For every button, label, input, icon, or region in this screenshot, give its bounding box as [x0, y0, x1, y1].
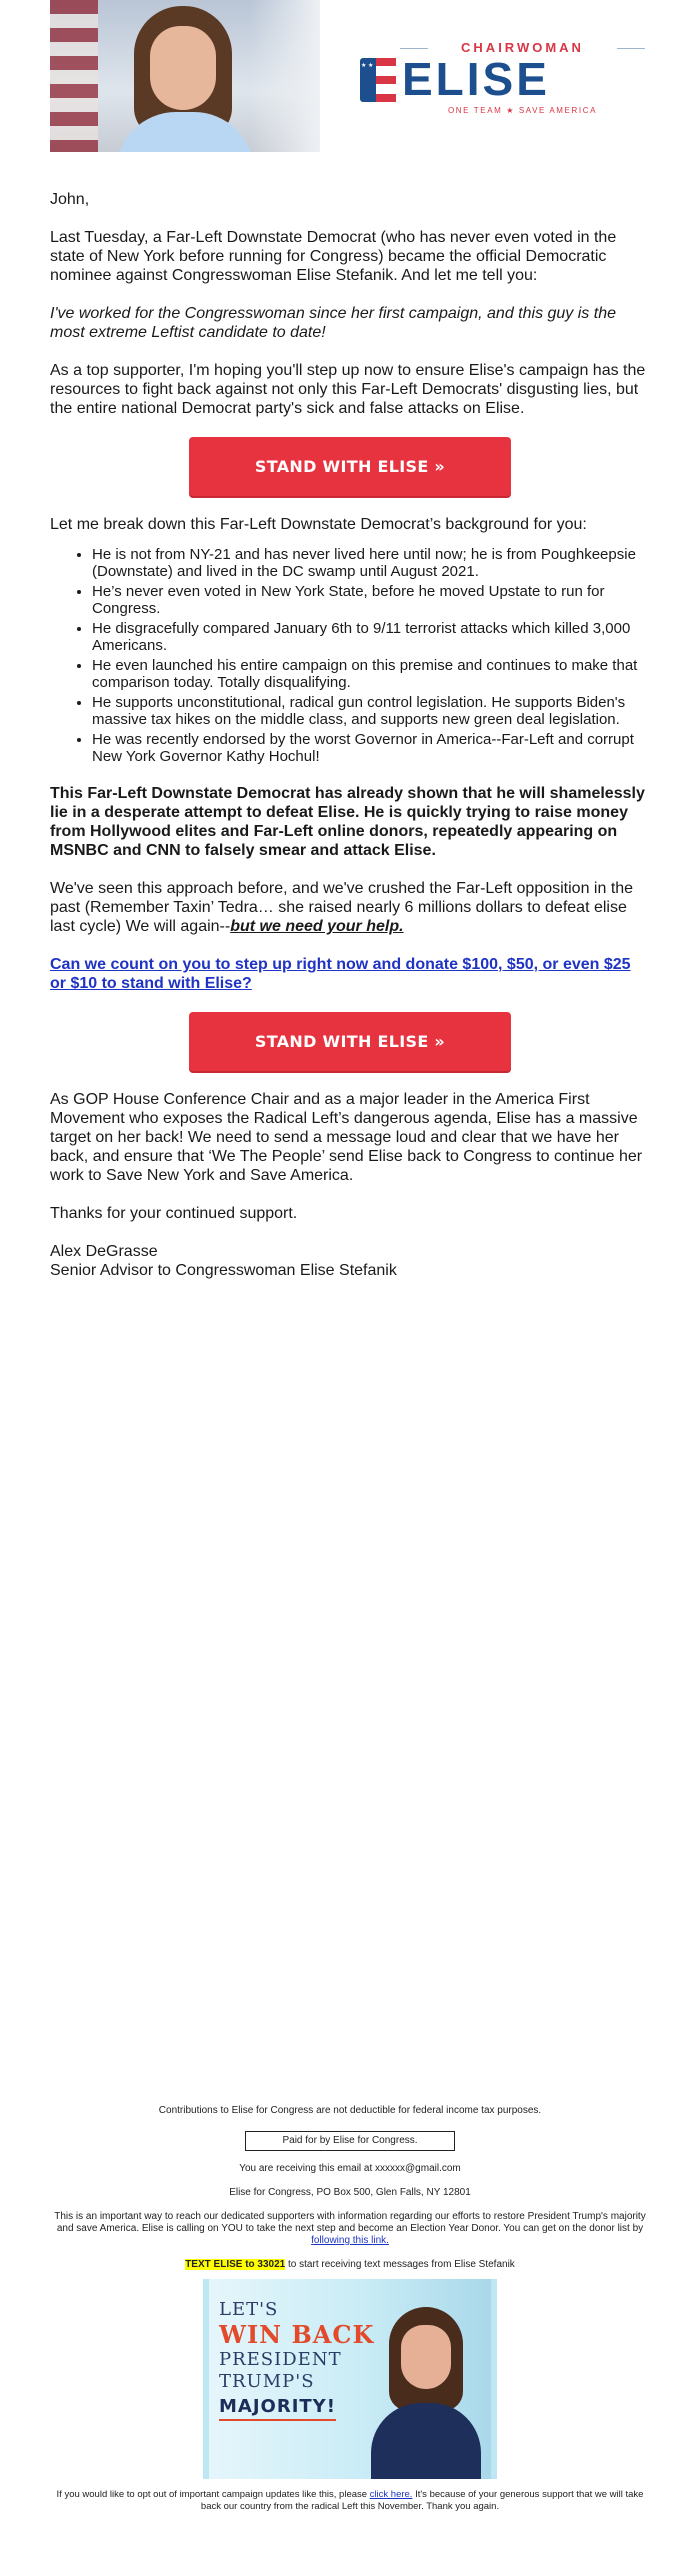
- greeting: John,: [50, 191, 90, 208]
- text-keyword: TEXT ELISE to 33021: [185, 2259, 286, 2270]
- list-item: • He was recently endorsed by the worst Governor in America--Far-Left and corrupt New York Governor Kathy Hochul!: [92, 731, 650, 765]
- banner-line-2: WIN BACK: [219, 2320, 375, 2349]
- receiving-notice: You are receiving this email at xxxxxx@gmail.com: [239, 2163, 461, 2174]
- paragraph-background: Let me break down this Far-Left Downstate Democrat’s background for you:: [50, 516, 587, 533]
- flag-icon: [360, 58, 396, 102]
- paragraph-bold-warning: This Far-Left Downstate Democrat has already shown that he will shamelessly lie in a desperate attempt to defeat Elise. He is quickly trying to raise money from Hollywood elites and Far-Left online donors, repeatedly appearing on MSNBC and CNN to falsely smear and attack Elise.: [50, 785, 645, 859]
- logo-chairwoman-text: CHAIRWOMAN: [461, 40, 584, 55]
- list-item: • He’s never even voted in New York State, before he moved Upstate to run for Congress.: [92, 583, 650, 617]
- deductible-notice: Contributions to Elise for Congress are not deductible for federal income tax purposes.: [158, 2105, 542, 2116]
- banner-portrait: [371, 2307, 481, 2479]
- paragraph-thanks: Thanks for your continued support.: [50, 1205, 298, 1222]
- signature-name: Alex DeGrasse: [50, 1243, 158, 1260]
- paragraph-crushed-opposition: We've seen this approach before, and we've crushed the Far-Left opposition in the past (Remember Taxin’ Tedra… she raised nearly 6 millions dollars to defeat elise last cycle) We will again--but we need your help.: [50, 880, 634, 935]
- banner-line-4: TRUMP'S: [219, 2371, 315, 2392]
- header-photo: [50, 0, 320, 152]
- text-signup: TEXT ELISE to 33021 to start receiving text messages from Elise Stefanik: [185, 2259, 515, 2270]
- paragraph-italic-quote: I've worked for the Congresswoman since her first campaign, and this guy is the most extreme Leftist candidate to date!: [50, 305, 616, 341]
- donate-ask-link[interactable]: Can we count on you to step up right now and donate $100, $50, or even $25 or $10 to stand with Elise?: [50, 956, 631, 992]
- mailing-address: Elise for Congress, PO Box 500, Glen Falls, NY 12801: [229, 2187, 471, 2198]
- paragraph-supporter-ask: As a top supporter, I'm hoping you'll step up now to ensure Elise's campaign has the resources to fight back against not only this Far-Left Democrats' disgusting lies, but the entire national Democrat party's sick and false attacks on Elise.: [50, 362, 646, 417]
- logo-tagline: ONE TEAM ★ SAVE AMERICA: [447, 106, 598, 115]
- stand-with-elise-button-1[interactable]: STAND WITH ELISE »: [189, 437, 511, 496]
- list-item: • He supports unconstitutional, radical gun control legislation. He supports Biden's massive tax hikes on the middle class, and supports new green deal legislation.: [92, 694, 650, 728]
- stand-with-elise-button-2[interactable]: STAND WITH ELISE »: [189, 1012, 511, 1071]
- banner-line-5: MAJORITY!: [219, 2395, 336, 2421]
- donor-list-link[interactable]: following this link.: [311, 2235, 389, 2246]
- opt-out-link[interactable]: click here.: [369, 2489, 413, 2500]
- background-list: [92, 546, 650, 765]
- paid-for-box: Paid for by Elise for Congress.: [245, 2131, 455, 2151]
- important-notice: This is an important way to reach our dedicated supporters with information regarding our efforts to restore President Trump's majority and save America. Elise is calling on YOU to take the next step and become an Election Year Donor. You can get on the donor list by following this link.: [54, 2211, 646, 2246]
- need-your-help-text: but we need your help.: [230, 918, 404, 935]
- banner-line-1: LET'S: [219, 2299, 279, 2320]
- signature: [50, 1242, 650, 1280]
- signature-title: Senior Advisor to Congresswoman Elise Stefanik: [50, 1262, 397, 1279]
- list-item: • He is not from NY-21 and has never lived here until now; he is from Poughkeepsie (Downstate) and lived in the DC swamp until August 2021.: [92, 546, 650, 580]
- logo-name: ELISE: [402, 53, 550, 105]
- win-back-banner[interactable]: [203, 2279, 497, 2479]
- opt-out-notice: If you would like to opt out of important campaign updates like this, please click here. It's because of your generous support that we will take back our country from the radical Left this November. Thank you again.: [56, 2489, 644, 2512]
- list-item: • He disgracefully compared January 6th to 9/11 terrorist attacks which killed 3,000 Americans.: [92, 620, 650, 654]
- list-item: • He even launched his entire campaign on this premise and continues to make that comparison today. Totally disqualifying.: [92, 657, 650, 691]
- email-footer: [50, 2105, 650, 2513]
- banner-line-3: PRESIDENT: [219, 2349, 342, 2370]
- flag-backdrop: [50, 0, 98, 152]
- email-body: [50, 190, 650, 1299]
- email-header: [50, 0, 650, 152]
- campaign-logo: [360, 40, 650, 120]
- paragraph-intro: Last Tuesday, a Far-Left Downstate Democrat (who has never even voted in the state of New York before running for Congress) became the official Democratic nominee against Congresswoman Elise Stefanik. And let me tell you:: [50, 229, 617, 284]
- paragraph-conference-chair: As GOP House Conference Chair and as a major leader in the America First Movement who exposes the Radical Left’s dangerous agenda, Elise has a massive target on her back! We need to send a message loud and clear that we have her back, and ensure that ‘We The People’ send Elise back to Congress to continue her work to Save New York and Save America.: [50, 1091, 643, 1184]
